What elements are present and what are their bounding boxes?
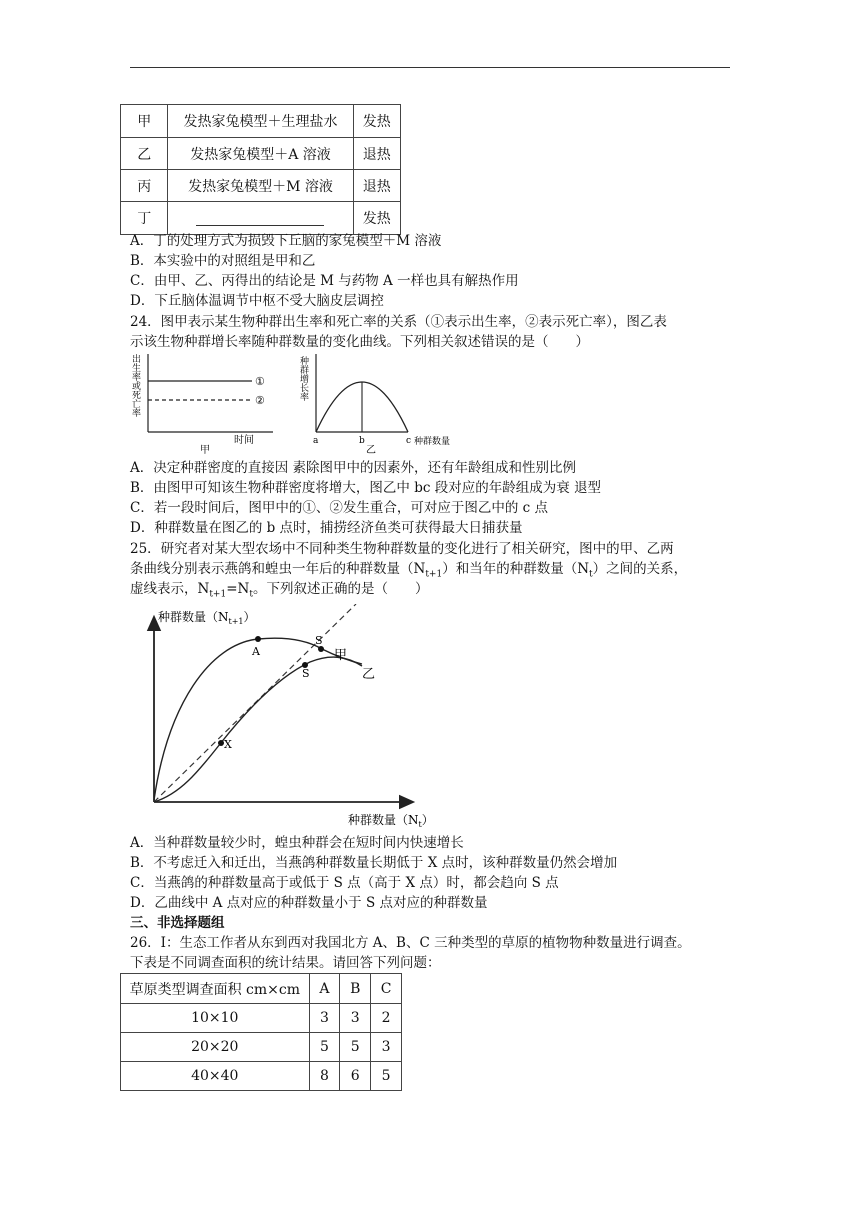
table-header: 草原类型调查面积 cm×cm (121, 974, 310, 1004)
point-a-marker (255, 636, 261, 642)
label-s2: S (302, 667, 310, 680)
label-1: ① (255, 375, 265, 388)
label-yi: 乙 (362, 667, 376, 682)
table-cell: 2 (371, 1004, 402, 1033)
table-cell: 5 (371, 1062, 402, 1091)
table-cell: 6 (340, 1062, 371, 1091)
option-b: B．由图甲可知该生物种群密度将增大，图乙中 bc 段对应的年龄组成为衰 退型 (130, 480, 601, 496)
experiment-table (120, 104, 401, 235)
table-cell: 8 (309, 1062, 340, 1091)
point-a: a (313, 436, 319, 446)
option-d: D．乙曲线中 A 点对应的种群数量小于 S 点对应的种群数量 (130, 895, 488, 911)
table-cell: 发热 (353, 105, 400, 138)
question-25-stem: 25．研究者对某大型农场中不同种类生物种群数量的变化进行了相关研究，图中的甲、乙两 (130, 541, 674, 557)
curve-jia (154, 638, 362, 800)
figure-caption: 甲 (200, 445, 210, 456)
x-axis-label: 种群数量 (414, 437, 451, 447)
table-header: B (340, 974, 371, 1004)
grassland-table (120, 973, 402, 1091)
question-24-stem: 24．图甲表示某生物种群出生率和死亡率的关系（①表示出生率，②表示死亡率），图乙表 (130, 314, 667, 330)
table-cell: 丙 (121, 170, 168, 202)
fill-blank (196, 211, 324, 226)
option-c: C．若一段时间后，图甲中的①、②发生重合，可对应于图乙中的 c 点 (130, 500, 548, 516)
table-header: A (309, 974, 340, 1004)
table-cell: 40×40 (121, 1062, 310, 1091)
section-heading: 三、非选择题组 (130, 915, 225, 931)
point-c: c (406, 436, 412, 446)
question-24-stem-2: 示该生物种群增长率随种群数量的变化曲线。下列相关叙述错误的是（ ） (130, 334, 589, 350)
figure-q25 (140, 604, 440, 830)
question-26-stem: 26．I：生态工作者从东到西对我国北方 A、B、C 三种类型的草原的植物物种数量进行调查。 (130, 935, 691, 951)
question-25-stem-2: 条曲线分别表示燕鸽和蝗虫一年后的种群数量$(N_{t+1})$和当年的种群数量$(N_t)$之间的关系， (130, 561, 688, 580)
table-cell: 发热家兔模型＋M 溶液 (168, 170, 353, 202)
table-cell: 5 (340, 1033, 371, 1062)
table-cell: 发热 (353, 202, 400, 235)
table-cell: 乙 (121, 138, 168, 170)
x-axis-label: 时间 (234, 435, 254, 446)
table-cell: 发热家兔模型＋生理盐水 (168, 105, 353, 138)
label-2: ② (255, 394, 265, 407)
table-header: C (371, 974, 402, 1004)
label-x: X (224, 738, 232, 751)
option-c: C．当燕鸽的种群数量高于或低于 S 点（高于 X 点）时，都会趋向 S 点 (130, 875, 559, 891)
option-a: A．决定种群密度的直接因 素除图甲中的因素外，还有年龄组成和性别比例 (130, 460, 577, 476)
table-cell: 3 (340, 1004, 371, 1033)
label-a: A (252, 645, 260, 658)
table-cell: 10×10 (121, 1004, 310, 1033)
table-row (121, 1004, 402, 1033)
table-cell: 退热 (353, 170, 400, 202)
option-d: D．下丘脑体温调节中枢不受大脑皮层调控 (130, 293, 384, 309)
y-axis-label: 种群增长率 (300, 357, 310, 403)
x-axis-label: 种群数量$(N_t)$ (348, 813, 434, 829)
question-26-stem-2: 下表是不同调查面积的统计结果。请回答下列问题： (130, 955, 441, 971)
y-axis-label: 出生率或死亡率 (132, 355, 142, 419)
figure-caption: 乙 (366, 445, 376, 456)
table-cell: 3 (371, 1033, 402, 1062)
table-cell: 甲 (121, 105, 168, 138)
figure-yi (296, 352, 466, 456)
table-cell: 发热家兔模型＋A 溶液 (168, 138, 353, 170)
table-row (121, 1062, 402, 1091)
option-c: C．由甲、乙、丙得出的结论是 M 与药物 A 一样也具有解热作用 (130, 273, 519, 289)
table-cell: 20×20 (121, 1033, 310, 1062)
figure-jia (128, 352, 278, 456)
table-cell: 3 (309, 1004, 340, 1033)
option-a: A．丁的处理方式为损毁下丘脑的家兔模型＋M 溶液 (130, 233, 442, 249)
y-axis-label: 种群数量$(N_{t+1})$ (158, 610, 256, 626)
table-cell: 丁 (121, 202, 168, 235)
table-row (121, 1033, 402, 1062)
header-rule (130, 67, 730, 68)
table-cell: 5 (309, 1033, 340, 1062)
label-s1: S (315, 634, 323, 647)
option-b: B．本实验中的对照组是甲和乙 (130, 253, 316, 269)
label-jia: 甲 (334, 648, 348, 663)
option-b: B．不考虑迁入和迁出，当燕鸽种群数量长期低于 X 点时，该种群数量仍然会增加 (130, 855, 618, 871)
table-cell: 退热 (353, 138, 400, 170)
option-d: D．种群数量在图乙的 b 点时，捕捞经济鱼类可获得最大日捕获量 (130, 520, 523, 536)
option-a: A．当种群数量较少时，蝗虫种群会在短时间内快速增长 (130, 835, 464, 851)
table-cell-blank (168, 202, 353, 235)
curve-yi (154, 657, 362, 802)
question-25-stem-3: 虚线表示，$N_{t+1}=N_t$。下列叙述正确的是（ ） (130, 581, 429, 600)
point-b: b (359, 436, 365, 446)
